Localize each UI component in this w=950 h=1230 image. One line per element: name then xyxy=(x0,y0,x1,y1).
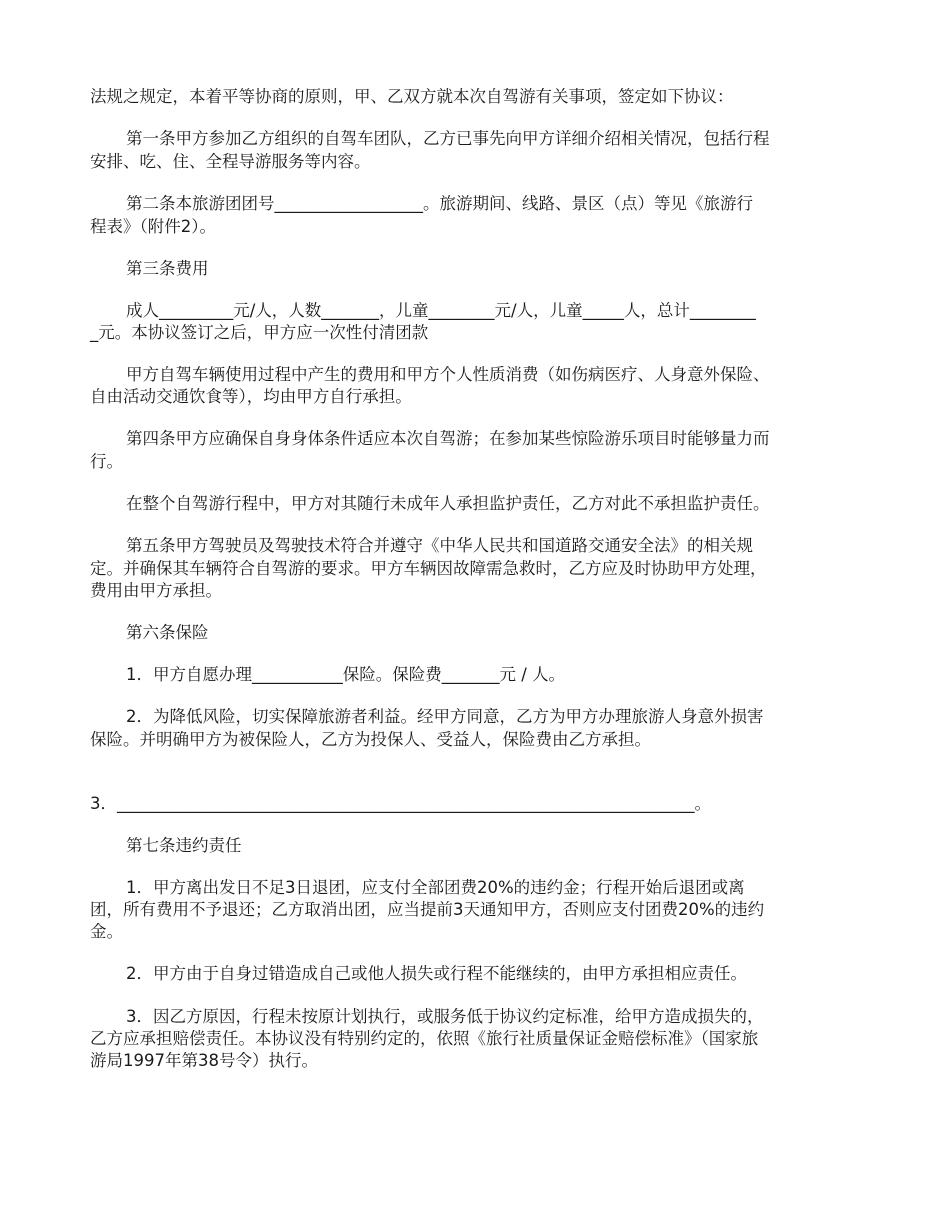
text-line: 第五条甲方驾驶员及驾驶技术符合并遵守《中华人民共和国道路交通安全法》的相关规 xyxy=(126,536,753,555)
text-line: 第七条违约责任 xyxy=(126,836,242,855)
text-line: 行。 xyxy=(90,452,123,471)
text-line: 团，所有费用不予退还；乙方取消出团，应当提前3天通知甲方，否则应支付团费20%的违约 xyxy=(90,900,765,919)
text-line: 在整个自驾游行程中，甲方对其随行未成年人承担监护责任，乙方对此不承担监护责任。 xyxy=(126,494,770,513)
text-line: 自由活动交通饮食等），均由甲方自行承担。 xyxy=(90,387,412,406)
text-line: 第四条甲方应确保自身身体条件适应本次自驾游；在参加某些惊险游乐项目时能够量力而 xyxy=(126,429,770,448)
text-line: 费用由甲方承担。 xyxy=(90,581,222,600)
text-line: 2．甲方由于自身过错造成自己或他人损失或行程不能继续的，由甲方承担相应责任。 xyxy=(126,964,747,983)
text-line: 保险。并明确甲方为被保险人，乙方为投保人、受益人，保险费由乙方承担。 xyxy=(90,730,651,749)
text-line: 法规之规定，本着平等协商的原则，甲、乙双方就本次自驾游有关事项，签定如下协议： xyxy=(90,87,734,106)
text-line: 3．______________________________________________________________________。 xyxy=(90,794,711,813)
text-line: 第一条甲方参加乙方组织的自驾车团队，乙方已事先向甲方详细介绍相关情况，包括行程 xyxy=(126,129,770,148)
text-line: 游局1997年第38号令）执行。 xyxy=(90,1051,318,1070)
text-line: 甲方自驾车辆使用过程中产生的费用和甲方个人性质消费（如伤病医疗、人身意外保险、 xyxy=(126,365,770,384)
text-line: 金。 xyxy=(90,922,123,941)
text-line: 2．为降低风险，切实保障旅游者利益。经甲方同意，乙方为甲方办理旅游人身意外损害 xyxy=(126,707,764,726)
text-line: 3．因乙方原因，行程未按原计划执行，或服务低于协议约定标准，给甲方造成损失的， xyxy=(126,1007,764,1026)
text-line: 第二条本旅游团团号__________________。旅游期间、线路、景区（点）等见《旅游行 xyxy=(126,194,753,213)
text-line: 1．甲方自愿办理___________保险。保险费_______元 / 人。 xyxy=(126,665,566,684)
text-line: 乙方应承担赔偿责任。本协议没有特别约定的，依照《旅行社质量保证金赔偿标准》（国家旅 xyxy=(90,1029,759,1048)
text-line: 第三条费用 xyxy=(126,259,209,278)
text-line: 1．甲方离出发日不足3日退团，应支付全部团费20%的违约金；行程开始后退团或离 xyxy=(126,878,745,897)
text-line: _元。本协议签订之后，甲方应一次性付清团款 xyxy=(90,323,429,342)
text-line: 程表》（附件2）。 xyxy=(90,217,216,236)
text-line: 定。并确保其车辆符合自驾游的要求。甲方车辆因故障需急救时，乙方应及时协助甲方处理， xyxy=(90,559,767,578)
text-line: 安排、吃、住、全程导游服务等内容。 xyxy=(90,152,371,171)
text-line: 第六条保险 xyxy=(126,623,209,642)
text-line: 成人_________元/人，人数_______，儿童________元/人，儿童_____人，总计________ xyxy=(126,301,756,320)
